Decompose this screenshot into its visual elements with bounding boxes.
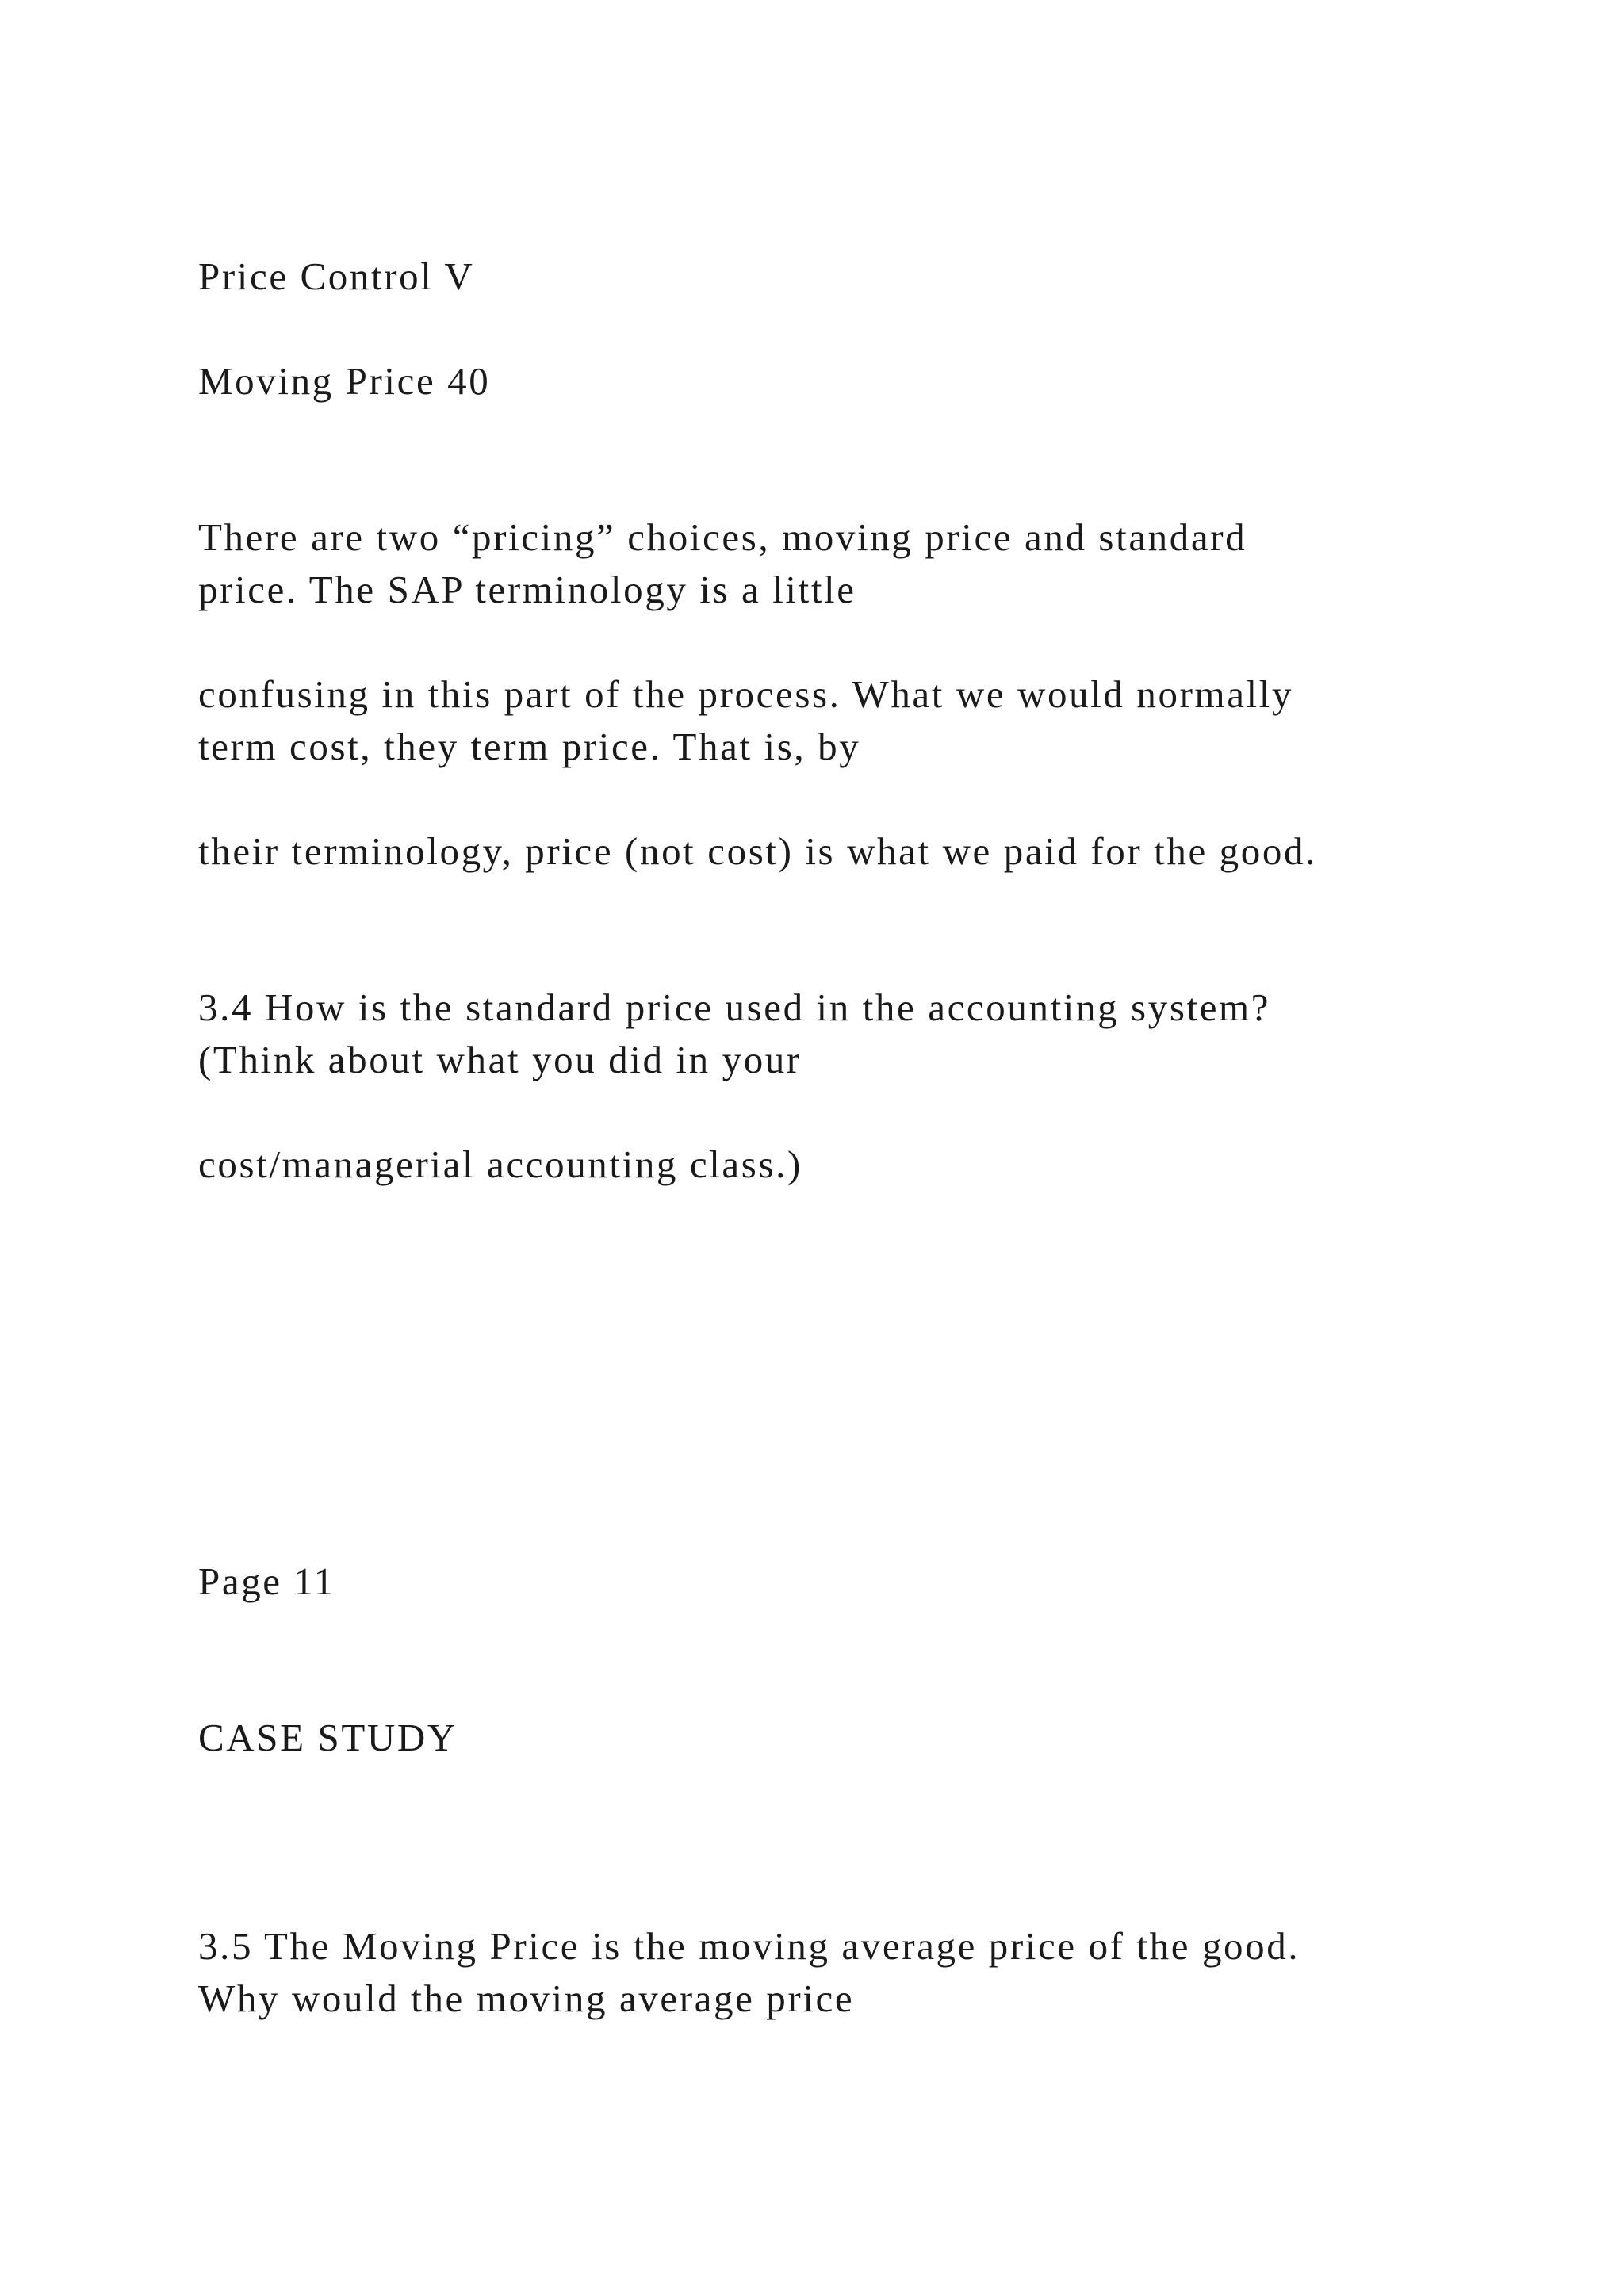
question-3-5-line-1: 3.5 The Moving Price is the moving average price of the good. bbox=[198, 1924, 1300, 1968]
question-3-4-line-2: (Think about what you did in your bbox=[198, 1038, 802, 1081]
paragraph-1-line-1: There are two “pricing” choices, moving price and standard bbox=[198, 515, 1247, 559]
question-3-4-line-1: 3.4 How is the standard price used in the accounting system? bbox=[198, 985, 1271, 1029]
paragraph-2-line-2: term cost, they term price. That is, by bbox=[198, 725, 861, 768]
paragraph-3-line-1: their terminology, price (not cost) is what we paid for the good. bbox=[198, 829, 1317, 873]
question-3-5-line-2: Why would the moving average price bbox=[198, 1976, 855, 2020]
question-3-4-line-3: cost/managerial accounting class.) bbox=[198, 1142, 802, 1186]
price-control-line: Price Control V bbox=[198, 254, 475, 298]
moving-price-line: Moving Price 40 bbox=[198, 359, 491, 403]
page-number: Page 11 bbox=[198, 1559, 335, 1603]
case-study-heading: CASE STUDY bbox=[198, 1716, 458, 1759]
paragraph-2-line-1: confusing in this part of the process. What we would normally bbox=[198, 672, 1294, 716]
paragraph-1-line-2: price. The SAP terminology is a little bbox=[198, 568, 856, 611]
